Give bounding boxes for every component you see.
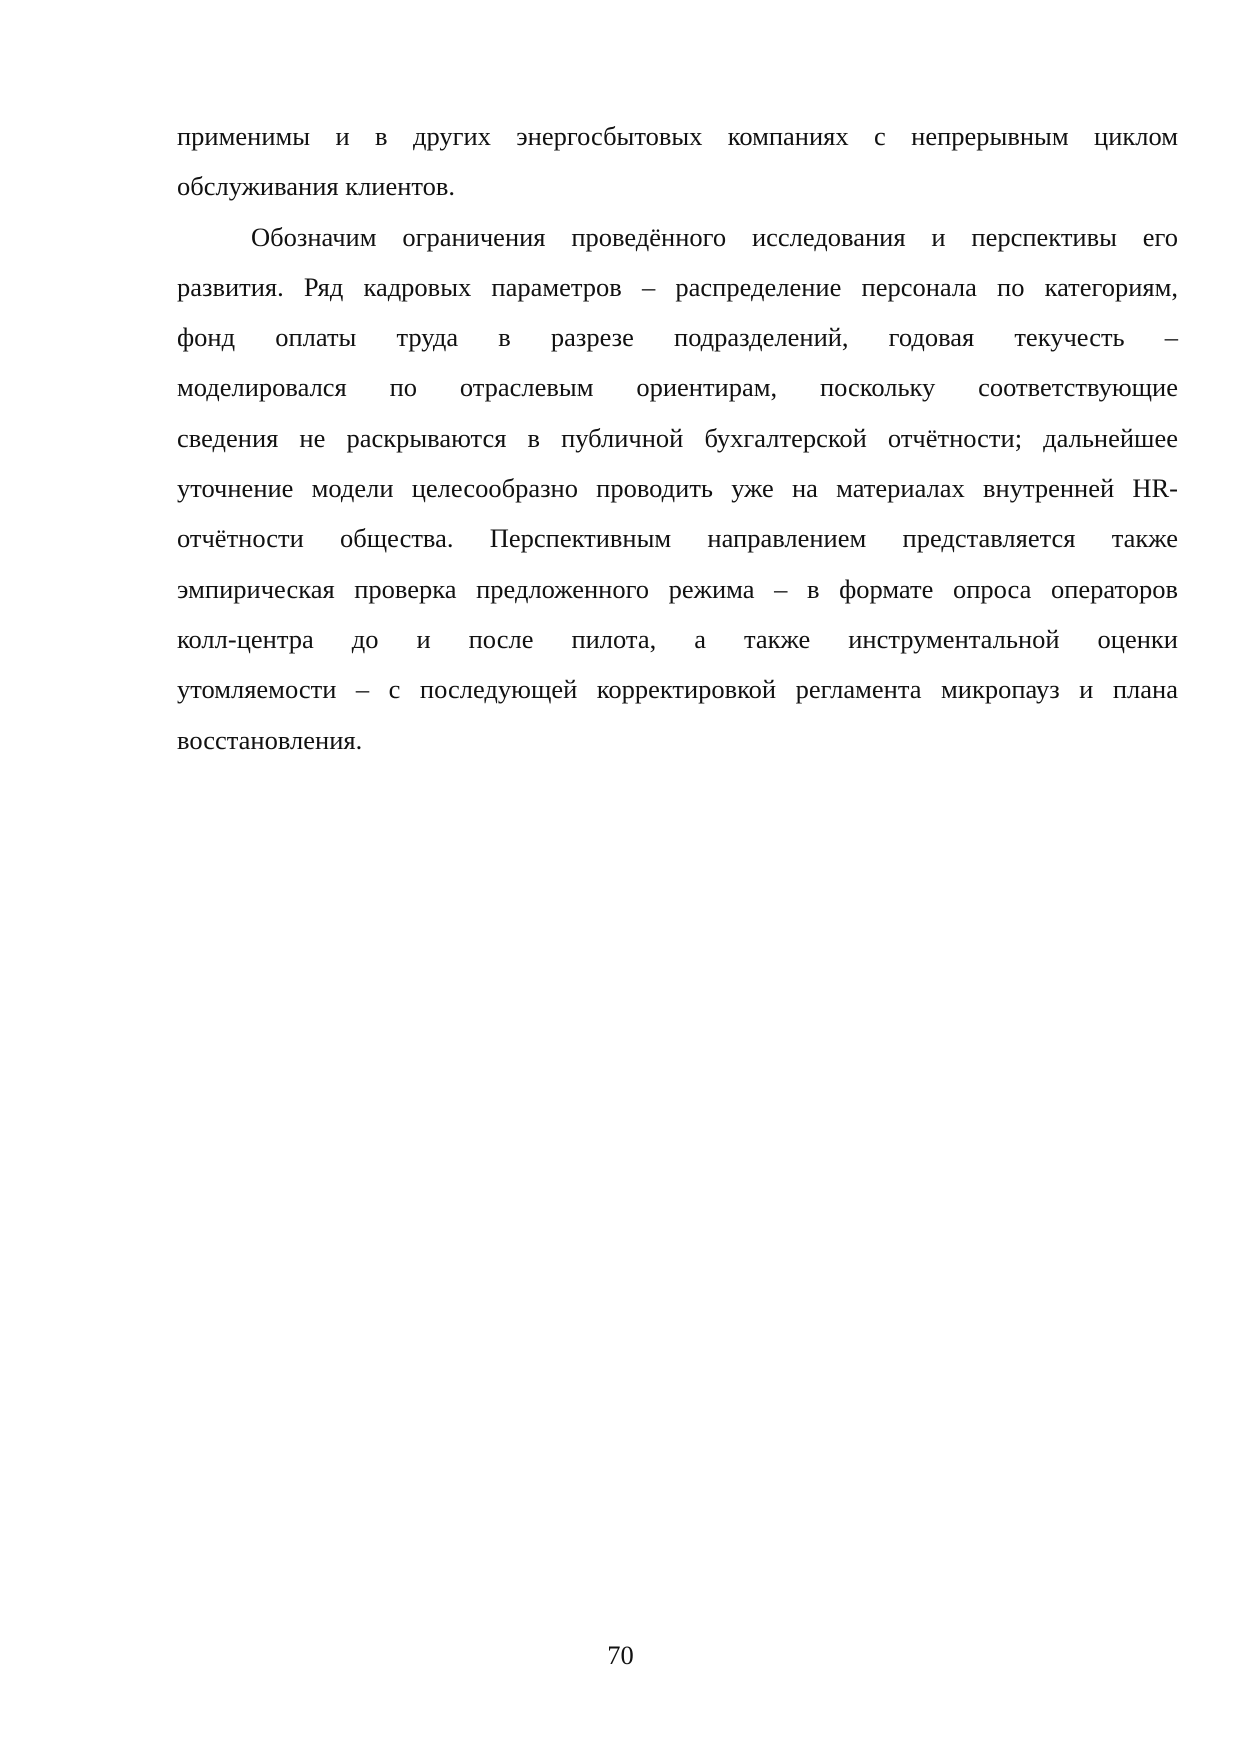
text-line: развития. Ряд кадровых параметров – распределение персонала по категориям,	[177, 271, 1178, 302]
text-line: уточнение модели целесообразно проводить уже на материалах внутренней HR-	[177, 473, 1178, 504]
paragraph-1	[177, 111, 1178, 212]
text-line: моделировался по отраслевым ориентирам, поскольку соответствующие	[177, 372, 1178, 403]
text-line: утомляемости – с последующей корректировкой регламента микропауз и плана	[177, 674, 1178, 705]
text-line: колл-центра до и после пилота, а также инструментальной оценки	[177, 623, 1178, 654]
text-line: сведения не раскрываются в публичной бухгалтерской отчётности; дальнейшее	[177, 422, 1178, 453]
text-line: отчётности общества. Перспективным направлением представляется также	[177, 523, 1178, 554]
body-text	[177, 111, 1178, 765]
text-line: эмпирическая проверка предложенного режима – в формате опроса операторов	[177, 573, 1178, 604]
text-line: обслуживания клиентов.	[177, 171, 456, 202]
text-line: Обозначим ограничения проведённого исследования и перспективы его	[251, 221, 1178, 252]
text-line: восстановления.	[177, 724, 363, 755]
text-line: применимы и в других энергосбытовых компаниях с непрерывным циклом	[177, 121, 1178, 151]
paragraph-2	[177, 212, 1178, 765]
page-number: 70	[607, 1640, 634, 1670]
text-line: фонд оплаты труда в разрезе подразделений, годовая текучесть –	[177, 322, 1178, 353]
